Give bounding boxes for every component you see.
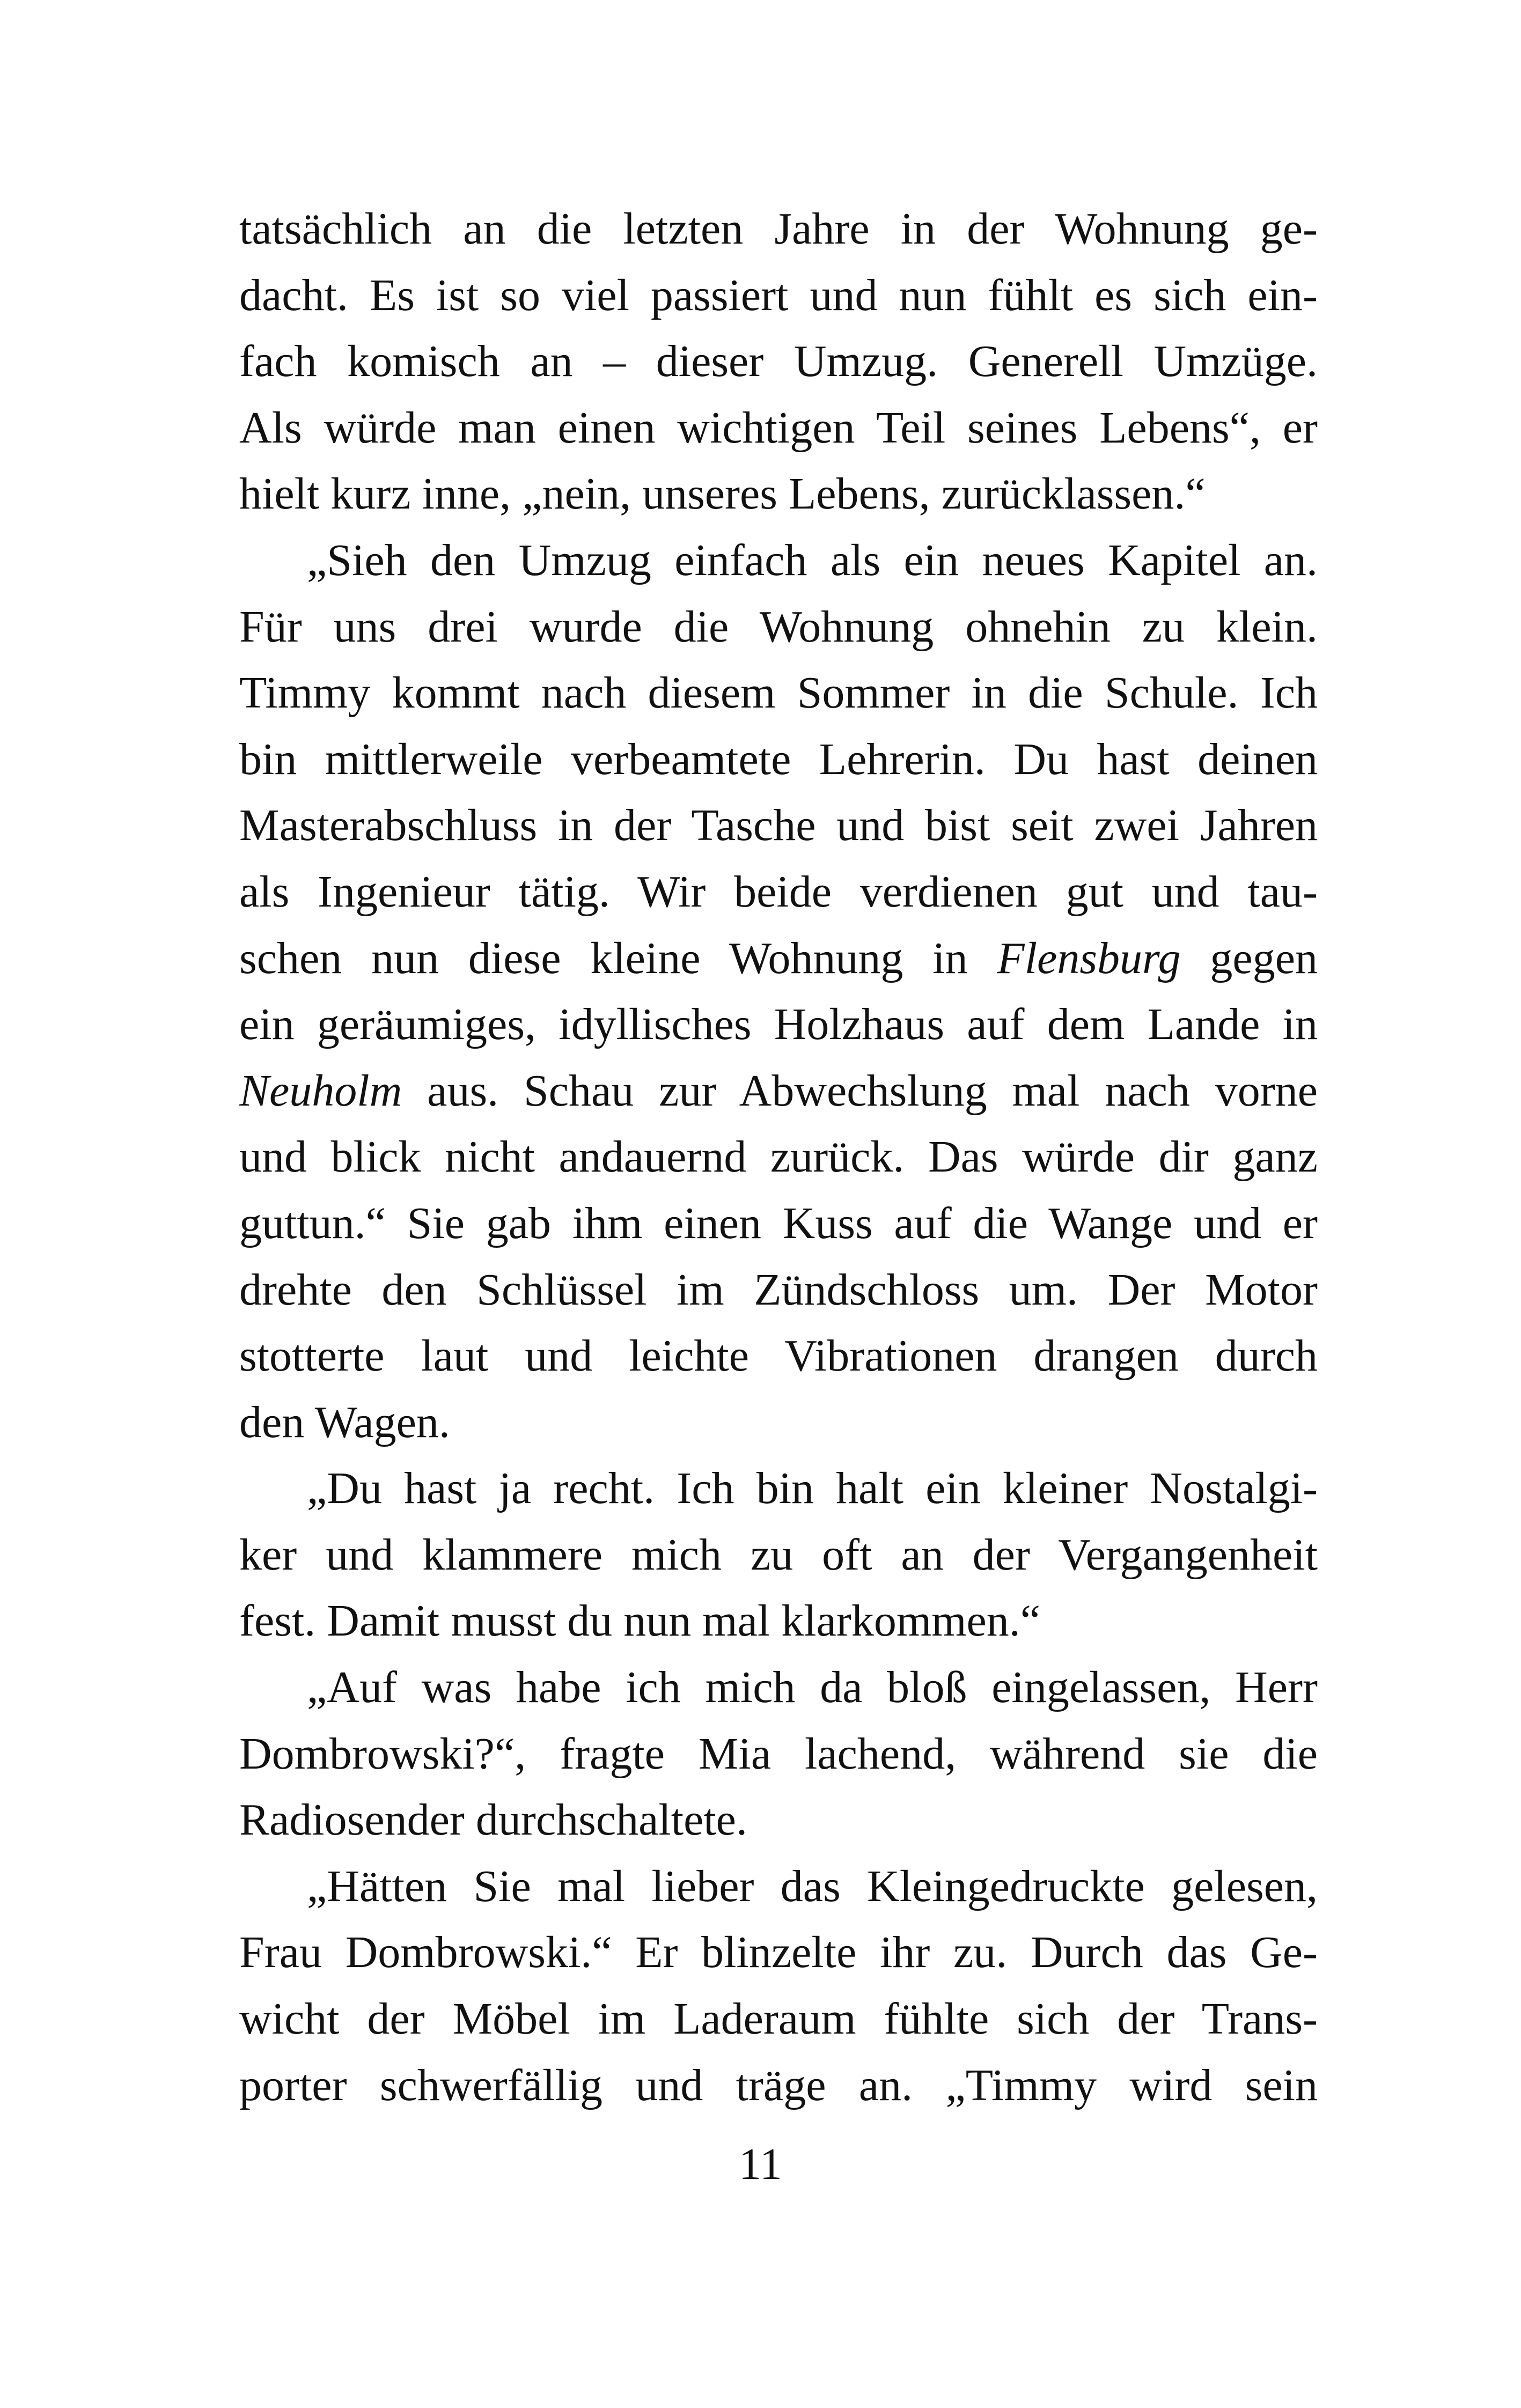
text-line: tatsächlich an die letzten Jahre in der Wohnung ge- xyxy=(239,204,1318,254)
text-line: ker und klammere mich zu oft an der Vergangenheit xyxy=(239,1529,1318,1580)
text-line: hielt kurz inne, „nein, unseres Lebens, zurücklassen.“ xyxy=(239,469,1206,519)
text-line: fest. Damit musst du nun mal klarkommen.“ xyxy=(239,1596,1041,1646)
text-line xyxy=(239,925,1318,992)
place-name-neuholm: Neuholm xyxy=(239,1065,402,1116)
text-line: Für uns drei wurde die Wohnung ohnehin zu klein. xyxy=(239,601,1318,652)
text-line: bin mittlerweile verbeamtete Lehrerin. Du hast deinen xyxy=(239,734,1318,784)
text-line: Dombrowski?“, fragte Mia lachend, während sie die xyxy=(239,1728,1318,1779)
text-line: guttun.“ Sie gab ihm einen Kuss auf die Wange und er xyxy=(239,1198,1318,1248)
text-line: Masterabschluss in der Tasche und bist seit zwei Jahren xyxy=(239,800,1318,851)
text-line: Timmy kommt nach diesem Sommer in die Schule. Ich xyxy=(239,668,1318,718)
text-line: „Auf was habe ich mich da bloß eingelassen, Herr xyxy=(307,1662,1318,1713)
text-line: den Wagen. xyxy=(239,1397,450,1447)
text-line: stotterte laut und leichte Vibrationen drangen durch xyxy=(239,1331,1318,1381)
text-line: porter schwerfällig und träge an. „Timmy wird sein xyxy=(239,2060,1318,2110)
text-line: „Hätten Sie mal lieber das Kleingedruckte gelesen, xyxy=(307,1861,1318,1911)
text-line: fach komisch an – dieser Umzug. Generell Umzüge. xyxy=(239,336,1318,387)
text-line: wicht der Möbel im Laderaum fühlte sich der Trans- xyxy=(239,1994,1318,2044)
text-line: Radiosender durchschaltete. xyxy=(239,1795,747,1845)
text-segment: gegen xyxy=(1180,933,1318,983)
text-line: „Du hast ja recht. Ich bin halt ein kleiner Nostalgi- xyxy=(307,1463,1318,1514)
text-line: Als würde man einen wichtigen Teil seines Lebens“, er xyxy=(239,402,1318,453)
text-line: ein geräumiges, idyllisches Holzhaus auf dem Lande in xyxy=(239,999,1318,1050)
place-name-flensburg: Flensburg xyxy=(997,933,1181,983)
text-line: und blick nicht andauernd zurück. Das würde dir ganz xyxy=(239,1132,1318,1182)
text-line: drehte den Schlüssel im Zündschloss um. Der Motor xyxy=(239,1264,1318,1315)
text-segment: schen nun diese kleine Wohnung in xyxy=(239,933,997,983)
text-segment: aus. Schau zur Abwechslung mal nach vorne xyxy=(402,1065,1318,1116)
text-line xyxy=(239,1058,1318,1124)
text-line: als Ingenieur tätig. Wir beide verdienen gut und tau- xyxy=(239,866,1318,917)
body-text xyxy=(239,196,1318,2118)
text-line: Frau Dombrowski.“ Er blinzelte ihr zu. Durch das Ge- xyxy=(239,1927,1318,1978)
text-line: „Sieh den Umzug einfach als ein neues Kapitel an. xyxy=(307,535,1318,585)
text-line: dacht. Es ist so viel passiert und nun fühlt es sich ein- xyxy=(239,270,1318,320)
page-number: 11 xyxy=(739,2139,782,2189)
